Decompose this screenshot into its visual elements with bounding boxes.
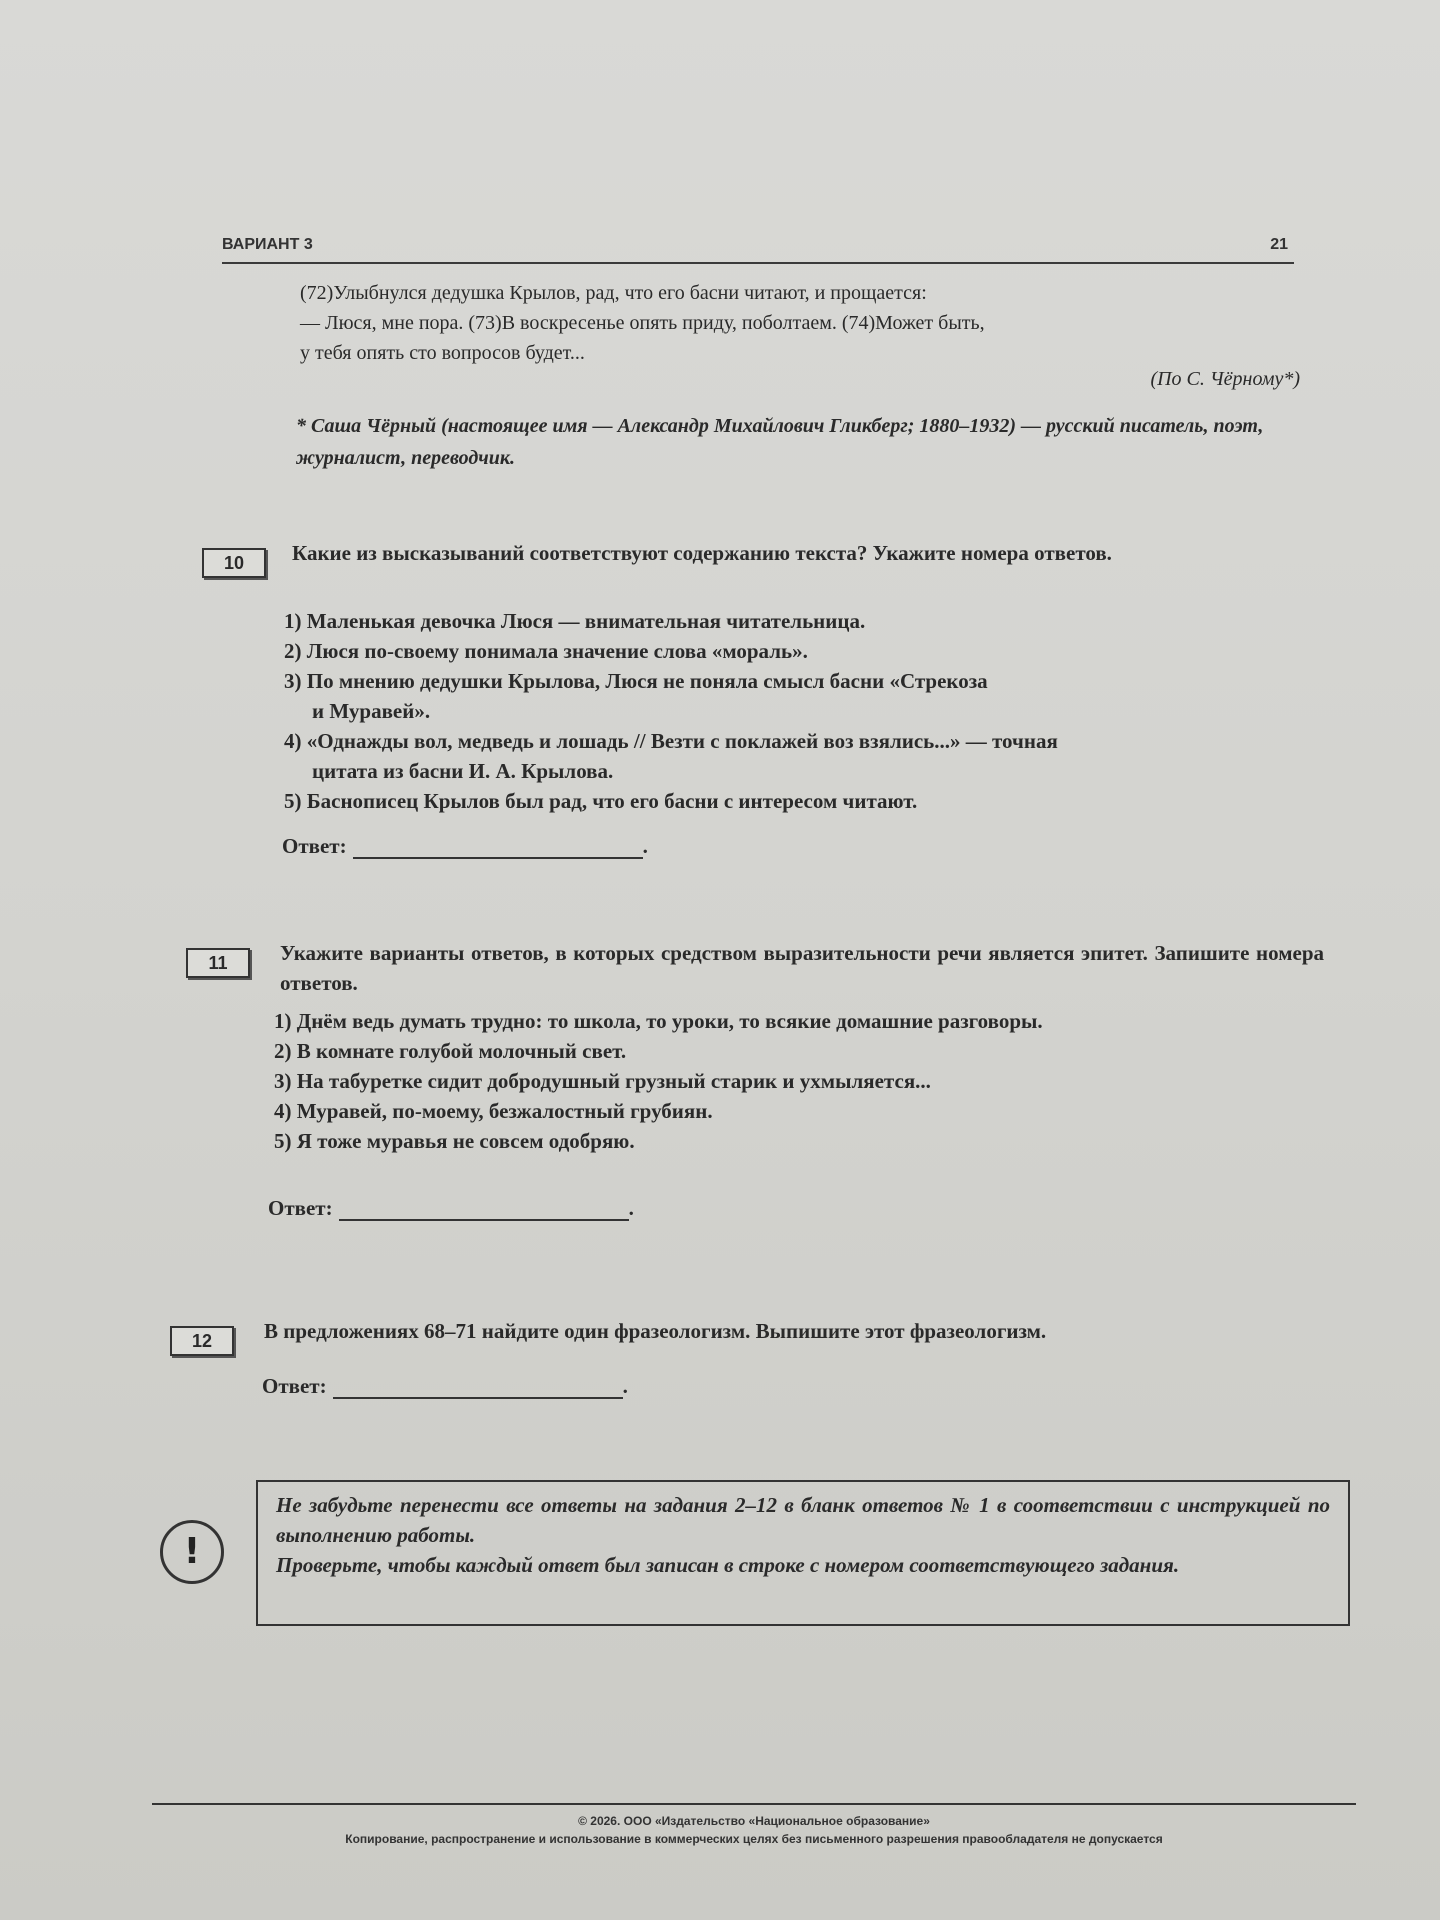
page-number: 21 bbox=[1270, 236, 1288, 253]
answer-label: Ответ: bbox=[268, 1196, 333, 1220]
task-11-option-1: 1) Днём ведь думать трудно: то школа, то уроки, то всякие домашние разговоры. bbox=[274, 1009, 1043, 1033]
task-11-option-4: 4) Муравей, по-моему, безжалостный грубиян. bbox=[274, 1099, 713, 1123]
passage-line-1: (72)Улыбнулся дедушка Крылов, рад, что его басни читают, и прощается: bbox=[300, 282, 927, 304]
task-11-number: 11 bbox=[186, 948, 250, 978]
footer-copyright: © 2026. ООО «Издательство «Национальное образование» bbox=[578, 1814, 930, 1828]
exclamation-icon: ! bbox=[160, 1520, 224, 1584]
task-12-question: В предложениях 68–71 найдите один фразеологизм. Выпишите этот фразеологизм. bbox=[264, 1319, 1047, 1343]
answer-field[interactable] bbox=[333, 1377, 623, 1399]
task-10-question: Какие из высказываний соответствуют содержанию текста? Укажите номера ответов. bbox=[292, 541, 1112, 565]
passage-line-2: — Люся, мне пора. (73)В воскресенье опять приду, поболтаем. (74)Может быть, bbox=[300, 312, 985, 334]
task-10-option-2: 2) Люся по-своему понимала значение слова «мораль». bbox=[284, 639, 808, 663]
notice-text-1: Не забудьте перенести все ответы на задания 2–12 в бланк ответов № 1 в соответствии с инструкцией по выполнению работы. bbox=[276, 1493, 1330, 1547]
passage-line-3: у тебя опять сто вопросов будет... bbox=[300, 342, 585, 364]
task-11-option-3: 3) На табуретке сидит добродушный грузный старик и ухмыляется... bbox=[274, 1069, 931, 1093]
answer-field[interactable] bbox=[339, 1199, 629, 1221]
task-10-option-1: 1) Маленькая девочка Люся — внимательная читательница. bbox=[284, 609, 866, 633]
answer-end: . bbox=[622, 1374, 628, 1398]
passage-source: (По С. Чёрному*) bbox=[1150, 368, 1300, 390]
task-10-option-5: 5) Баснописец Крылов был рад, что его басни с интересом читают. bbox=[284, 789, 918, 813]
answer-end: . bbox=[628, 1196, 634, 1220]
passage-footnote: * Саша Чёрный (настоящее имя — Александр Михайлович Гликберг; 1880–1932) — русский писатель, поэт, журналист, переводчик. bbox=[296, 415, 1264, 469]
variant-label: ВАРИАНТ 3 bbox=[222, 236, 313, 253]
task-10-number: 10 bbox=[202, 548, 266, 578]
task-10-option-3-cont: и Муравей». bbox=[312, 699, 431, 723]
answer-end: . bbox=[642, 834, 648, 858]
answer-label: Ответ: bbox=[282, 834, 347, 858]
task-11-answer bbox=[268, 1196, 634, 1221]
answer-field[interactable] bbox=[353, 837, 643, 859]
task-11-options bbox=[274, 1006, 1334, 1156]
footer-divider bbox=[152, 1803, 1356, 1805]
footer-notice: Копирование, распространение и использование в коммерческих целях без письменного разрешения правообладателя не допускается bbox=[345, 1832, 1163, 1846]
page-header bbox=[222, 236, 1294, 264]
task-12-answer bbox=[262, 1374, 628, 1399]
task-12-number: 12 bbox=[170, 1326, 234, 1356]
task-10-option-4: 4) «Однажды вол, медведь и лошадь // Везти с поклажей воз взялись...» — точная bbox=[284, 729, 1058, 753]
task-10-answer bbox=[282, 834, 648, 859]
task-11-option-2: 2) В комнате голубой молочный свет. bbox=[274, 1039, 627, 1063]
task-11-option-5: 5) Я тоже муравья не совсем одобряю. bbox=[274, 1129, 635, 1153]
answer-label: Ответ: bbox=[262, 1374, 327, 1398]
task-11-question: Укажите варианты ответов, в которых средством выразительности речи является эпитет. Запишите номера ответов. bbox=[280, 941, 1324, 995]
notice-text-2: Проверьте, чтобы каждый ответ был записан в строке с номером соответствующего задания. bbox=[276, 1553, 1180, 1577]
task-10-option-4-cont: цитата из басни И. А. Крылова. bbox=[312, 759, 614, 783]
notice-box bbox=[256, 1480, 1350, 1626]
task-10-option-3: 3) По мнению дедушки Крылова, Люся не поняла смысл басни «Стрекоза bbox=[284, 669, 988, 693]
task-10-options bbox=[284, 606, 1314, 816]
